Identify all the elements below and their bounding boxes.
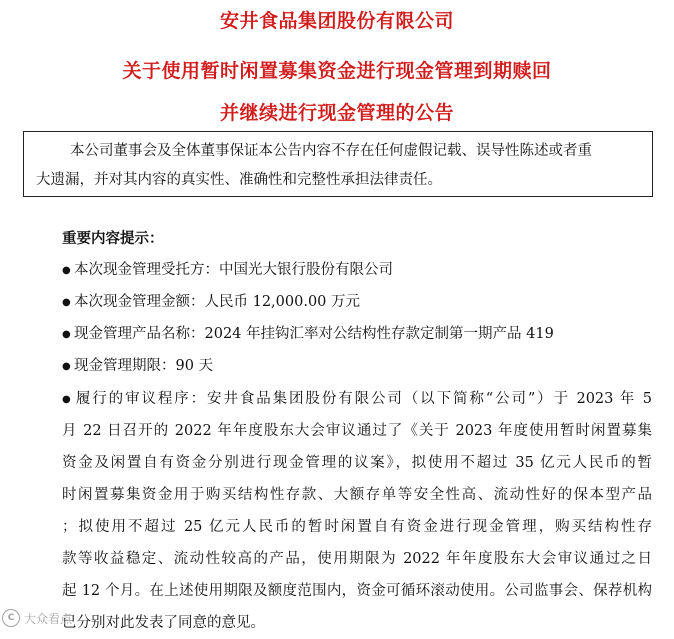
- key-point-trustee: ● 本次现金管理受托方：中国光大银行股份有限公司: [62, 260, 393, 281]
- review-line: 起 12 个月。在上述使用期限及额度范围内，资金可循环滚动使用。公司监事会、保荐机构已分别对此发表了同意的意见。: [62, 583, 652, 631]
- review-line: ；拟使用不超过 25 亿元人民币的暂时闲置自有资金进行现金管理，购买结构性存: [62, 519, 652, 535]
- bullet-icon: ●: [62, 361, 71, 372]
- bullet-icon: ●: [62, 329, 71, 340]
- key-point-amount: ● 本次现金管理金额：人民币 12,000.00 万元: [62, 292, 360, 313]
- watermark-logo-icon: C: [2, 609, 20, 627]
- review-line: 资金及闲置自有资金分别进行现金管理的议案》，拟使用不超过 35 亿元人民币的暂: [62, 455, 652, 471]
- review-line: 款等收益稳定、流动性较高的产品，使用期限为 2022 年年度股东大会审议通过之日: [62, 551, 652, 567]
- announcement-title-line-1: 关于使用暂时闲置募集资金进行现金管理到期赎回: [122, 60, 552, 82]
- watermark: [2, 609, 72, 627]
- key-point-term: ● 现金管理期限：90 天: [62, 356, 213, 377]
- bullet-icon: ●: [62, 394, 71, 405]
- notice-line-2: 大遗漏，并对其内容的真实性、准确性和完整性承担法律责任。: [36, 172, 442, 188]
- watermark-text: 大众看点: [24, 611, 73, 626]
- company-name: 安井食品集团股份有限公司: [219, 10, 454, 32]
- board-guarantee-notice: [23, 131, 653, 197]
- bullet-icon: ●: [62, 297, 71, 308]
- key-point-product-name: ● 现金管理产品名称：2024 年挂钩汇率对公结构性存款定制第一期产品 419: [62, 324, 554, 345]
- review-line: ● 履行的审议程序：安井食品集团股份有限公司（以下简称“公司”）于 2023 年 5: [62, 389, 652, 410]
- bullet-icon: ●: [62, 265, 71, 276]
- notice-line-1: 本公司董事会及全体董事保证本公告内容不存在任何虚假记载、误导性陈述或者重: [70, 143, 592, 159]
- announcement-title-line-2: 并继续进行现金管理的公告: [219, 102, 454, 124]
- key-points-title: 重要内容提示：: [62, 231, 164, 247]
- review-line: 月 22 日召开的 2022 年年度股东大会审议通过了《关于 2023 年度使用暂时闲置募集: [62, 423, 652, 439]
- review-line: 时闲置募集资金用于购买结构性存款、大额存单等安全性高、流动性好的保本型产品: [62, 487, 652, 503]
